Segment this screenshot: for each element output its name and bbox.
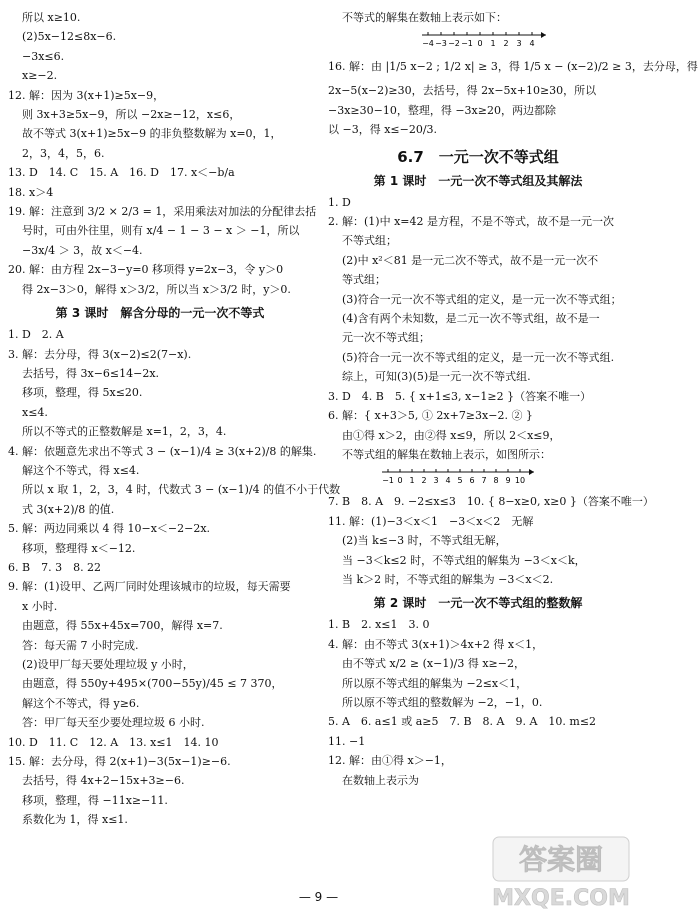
- text-line: 12. 解：由①得 x＞−1，: [328, 754, 452, 768]
- tick-label: 8: [493, 476, 499, 486]
- right-answer-block-1: [328, 8, 628, 27]
- text-line: 16. 解：由 |1/5 x−2 ; 1/2 x| ≥ 3，得 1/5 x − (x−2)/2 ≥ 3，去分母，得: [328, 60, 698, 74]
- text-line: 号时，可由外往里，则有 x/4 − 1 − 3 − x ＞ −1，所以: [22, 224, 300, 238]
- tick-label: 10: [514, 476, 526, 486]
- text-line: (3)符合一元一次不等式组的定义，是一元一次不等式组；: [342, 292, 622, 306]
- text-line: (2)5x−12≤8x−6.: [22, 30, 117, 44]
- text-line: 解这个不等式，得 x≤4.: [22, 463, 140, 477]
- tick-label: 3: [516, 39, 522, 49]
- text-line: 11. 解：(1)−3＜x＜1 −3＜x＜2 无解: [328, 514, 534, 528]
- tick-label: 0: [477, 39, 483, 49]
- text-line: x≤4.: [22, 405, 48, 419]
- text-line: 以 −3，得 x≤−20/3.: [328, 123, 438, 137]
- text-line: 由题意，得 55x+45x=700，解得 x=7.: [22, 619, 223, 633]
- tick-label: −3: [435, 39, 447, 49]
- text-line: (2)设甲厂每天要处理垃圾 y 小时，: [22, 658, 194, 671]
- text-line: 综上，可知(3)(5)是一元一次不等式组.: [342, 370, 531, 384]
- text-line: 19. 解：注意到 3/2 × 2/3 = 1，采用乘法对加法的分配律去括: [8, 205, 317, 219]
- text-line: 13. D 14. C 15. A 16. D 17. x＜−b/a: [8, 166, 235, 180]
- text-line: x 小时.: [22, 599, 58, 613]
- tick-label: 1: [490, 39, 496, 49]
- text-line: 解这个不等式，得 y≥6.: [22, 696, 140, 710]
- text-line: 在数轴上表示为: [342, 773, 419, 787]
- text-line: 所以 x 取 1，2，3，4 时，代数式 3 − (x−1)/4 的值不小于代数: [22, 483, 341, 497]
- text-line: 元一次不等式组；: [342, 331, 430, 345]
- text-line: 3. D 4. B 5. { x+1≤3, x−1≥2 }（答案不唯一）: [328, 389, 592, 403]
- axis-arrow: [529, 469, 534, 475]
- chapter-title: 6.7 一元一次不等式组: [397, 147, 559, 166]
- text-line: 由题意，得 550y+495×(700−55y)/45 ≤ 7 370，: [22, 677, 283, 691]
- text-line: 9. 解：(1)设甲、乙两厂同时处理该城市的垃圾，每天需要: [8, 580, 291, 594]
- text-line: 所以不等式的正整数解是 x=1，2，3，4.: [22, 425, 227, 439]
- tick-label: 6: [469, 476, 475, 486]
- tick-label: −1: [382, 476, 394, 486]
- text-line: 1. D 2. A: [8, 328, 64, 342]
- tick-label: 4: [445, 476, 451, 486]
- section-title-lesson-2: 第 2 课时 一元一次不等式组的整数解: [373, 596, 583, 611]
- tick-label: −4: [422, 39, 434, 49]
- axis-arrow: [541, 32, 546, 38]
- text-line: 故不等式 3(x+1)≥5x−9 的非负整数解为 x=0，1，: [22, 127, 282, 141]
- text-line: 由①得 x＞2，由②得 x≤9，所以 2＜x≤9，: [342, 428, 561, 442]
- text-line: 4. 解：依题意先求出不等式 3 − (x−1)/4 ≥ 3(x+2)/8 的解集.: [8, 444, 317, 458]
- text-line: 20. 解：由方程 2x−3−y=0 移项得 y=2x−3，令 y＞0: [8, 263, 284, 277]
- text-line: 等式组；: [342, 273, 386, 287]
- left-column: [8, 8, 341, 830]
- watermark-url: MXQE.COM: [492, 886, 630, 911]
- tick-label: 9: [505, 476, 511, 486]
- text-line: (4)含有两个未知数，是二元一次不等式组，故不是一: [342, 312, 600, 326]
- right-column: [328, 8, 698, 790]
- text-line: 当 k＞2 时，不等式组的解集为 −3＜x＜2.: [342, 572, 554, 586]
- tick-label: −1: [461, 39, 473, 49]
- text-line: 由不等式 x/2 ≥ (x−1)/3 得 x≥−2，: [342, 657, 525, 671]
- text-line: 10. D 11. C 12. A 13. x≤1 14. 10: [8, 735, 219, 749]
- section-title-lesson-3: 第 3 课时 解含分母的一元一次不等式: [55, 306, 265, 321]
- text-line: 4. 解：由不等式 3(x+1)＞4x+2 得 x＜1，: [328, 637, 544, 651]
- section-title-lesson-1: 第 1 课时 一元一次不等式组及其解法: [373, 173, 583, 188]
- text-line: 得 2x−3＞0，解得 x＞3/2，所以当 x＞3/2 时，y＞0.: [22, 282, 291, 296]
- text-line: 不等式组；: [342, 234, 397, 248]
- text-line: 1. B 2. x≤1 3. 0: [328, 618, 430, 632]
- text-line: 去括号，得 4x+2−15x+3≥−6.: [22, 774, 185, 788]
- left-answer-block-2: [8, 325, 341, 830]
- text-line: 18. x＞4: [8, 185, 54, 199]
- text-line: −3x≥30−10，整理，得 −3x≥20，两边都除: [328, 103, 556, 117]
- text-line: 15. 解：去分母，得 2(x+1)−3(5x−1)≥−6.: [8, 755, 231, 769]
- text-line: (2)中 x²＜81 是一元二次不等式，故不是一元一次不: [342, 253, 599, 267]
- right-answer-block-2: [328, 193, 628, 465]
- number-line-2: [328, 466, 528, 490]
- text-line: 不等式的解集在数轴上表示如下：: [342, 11, 507, 24]
- page-number: — 9 —: [298, 890, 339, 904]
- watermark-logo: [491, 833, 631, 911]
- text-line: 6. B 7. 3 8. 22: [8, 560, 102, 574]
- tick-label: 7: [481, 476, 487, 486]
- text-line: 则 3x+3≥5x−9，所以 −2x≥−12，x≤6，: [22, 108, 241, 122]
- right-answer-block-4: [328, 615, 628, 790]
- text-line: 所以原不等式组的解集为 −2≤x＜1，: [342, 676, 528, 690]
- text-line: 移项，整理得 x＜−12.: [22, 541, 136, 555]
- tick-label: 5: [457, 476, 463, 486]
- text-line: 5. A 6. a≤1 或 a≥5 7. B 8. A 9. A 10. m≤2: [328, 715, 597, 729]
- text-line: −3x/4 ＞ 3，故 x＜−4.: [22, 243, 143, 257]
- text-line: 所以 x≥10.: [22, 11, 81, 24]
- text-line: 2. 解：(1)中 x=42 是方程，不是不等式，故不是一元一次: [328, 215, 614, 229]
- right-answer-block-1b: [328, 53, 698, 139]
- number-line-1: [328, 29, 535, 51]
- text-line: 6. 解：{ x+3＞5, ① 2x+7≥3x−2. ② }: [328, 409, 533, 423]
- text-line: (5)符合一元一次不等式组的定义，是一元一次不等式组.: [342, 350, 615, 364]
- tick-label: 2: [503, 39, 509, 49]
- tick-label: 2: [421, 476, 427, 486]
- text-line: 不等式组的解集在数轴上表示，如图所示：: [342, 447, 551, 461]
- right-answer-block-3: [328, 492, 654, 589]
- tick-label: 3: [433, 476, 439, 486]
- watermark-text: 答案圈: [518, 843, 604, 876]
- tick-label: −2: [448, 39, 460, 49]
- text-line: (2)当 k≤−3 时，不等式组无解，: [342, 534, 507, 548]
- tick-label: 1: [409, 476, 415, 486]
- text-line: 7. B 8. A 9. −2≤x≤3 10. { 8−x≥0, x≥0 }（答案不唯一）: [328, 495, 654, 509]
- text-line: 11. −1: [328, 734, 366, 748]
- text-line: 答：甲厂每天至少要处理垃圾 6 小时.: [22, 716, 205, 730]
- text-line: 式 3(x+2)/8 的值.: [22, 502, 115, 516]
- left-answer-block-1: [8, 8, 317, 299]
- text-line: x≥−2.: [22, 69, 58, 83]
- text-line: 1. D: [328, 195, 351, 209]
- text-line: 3. 解：去分母，得 3(x−2)≤2(7−x).: [8, 347, 192, 361]
- tick-label: 0: [397, 476, 403, 486]
- tick-label: 4: [529, 39, 535, 49]
- text-line: 5. 解：两边同乘以 4 得 10−x＜−2−2x.: [8, 522, 211, 536]
- text-line: 所以原不等式组的整数解为 −2，−1，0.: [342, 695, 543, 709]
- text-line: 移项，整理，得 5x≤20.: [22, 386, 143, 400]
- text-line: 去括号，得 3x−6≤14−2x.: [22, 366, 160, 380]
- text-line: 2，3，4，5，6.: [22, 146, 105, 160]
- text-line: 移项，整理，得 −11x≥−11.: [22, 793, 168, 807]
- text-line: 系数化为 1，得 x≤1.: [22, 813, 128, 827]
- text-line: −3x≤6.: [22, 49, 65, 63]
- text-line: 答：每天需 7 小时完成.: [22, 638, 139, 652]
- text-line: 2x−5(x−2)≥30，去括号，得 2x−5x+10≥30，所以: [328, 84, 597, 98]
- text-line: 当 −3＜k≤2 时，不等式组的解集为 −3＜x＜k，: [342, 553, 586, 567]
- text-line: 12. 解：因为 3(x+1)≥5x−9，: [8, 88, 165, 102]
